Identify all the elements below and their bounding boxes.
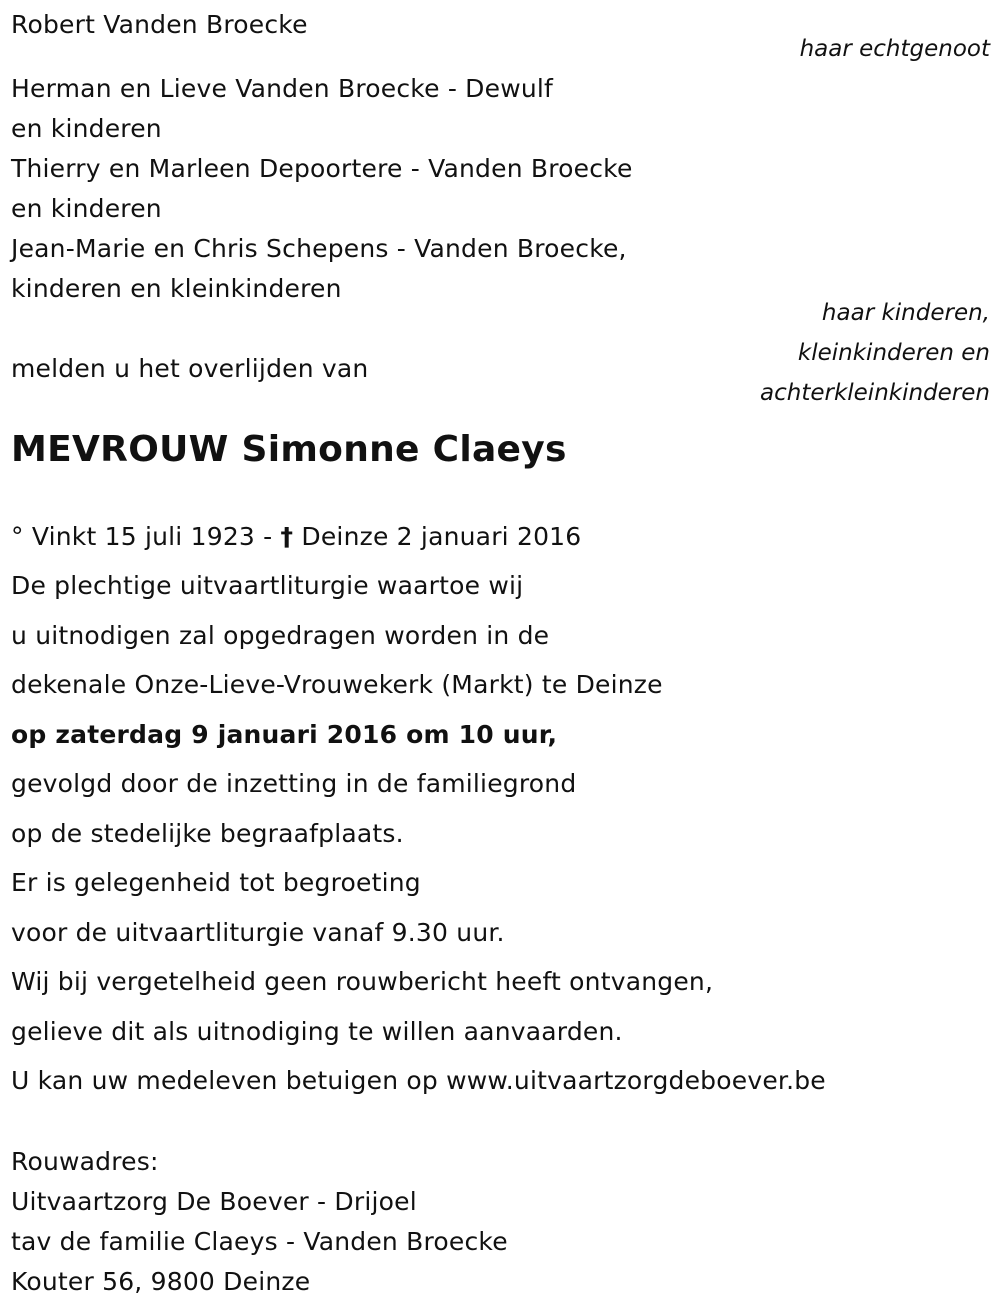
birth-info: ° Vinkt 15 juli 1923 -: [11, 522, 281, 551]
announce-text: melden u het overlijden van: [11, 354, 369, 383]
child-line-2: en kinderen: [11, 114, 162, 143]
address-label: Rouwadres:: [11, 1147, 159, 1176]
ceremony-after-7: U kan uw medeleven betuigen op www.uitvaartzorgdeboever.be: [11, 1066, 826, 1095]
ceremony-after-6: gelieve dit als uitnodiging te willen aanvaarden.: [11, 1017, 623, 1046]
spouse-role: haar echtgenoot: [799, 36, 990, 62]
ceremony-line-1: De plechtige uitvaartliturgie waartoe wij: [11, 571, 524, 600]
children-role-line-1: haar kinderen,: [821, 300, 990, 326]
ceremony-date: op zaterdag 9 januari 2016 om 10 uur,: [11, 720, 558, 749]
spouse-name: Robert Vanden Broecke: [11, 10, 308, 39]
ceremony-after-2: op de stedelijke begraafplaats.: [11, 819, 404, 848]
child-line-1: Herman en Lieve Vanden Broecke - Dewulf: [11, 74, 554, 103]
ceremony-after-3: Er is gelegenheid tot begroeting: [11, 868, 421, 897]
ceremony-after-5: Wij bij vergetelheid geen rouwbericht heeft ontvangen,: [11, 967, 714, 996]
children-role-line-3: achterkleinkinderen: [760, 380, 990, 406]
address-line-2: tav de familie Claeys - Vanden Broecke: [11, 1227, 508, 1256]
death-info: Deinze 2 januari 2016: [293, 522, 582, 551]
cross-icon: †: [280, 522, 294, 551]
ceremony-after-4: voor de uitvaartliturgie vanaf 9.30 uur.: [11, 918, 505, 947]
address-line-3: Kouter 56, 9800 Deinze: [11, 1267, 311, 1296]
address-line-1: Uitvaartzorg De Boever - Drijoel: [11, 1187, 417, 1216]
ceremony-after-1: gevolgd door de inzetting in de familiegrond: [11, 769, 577, 798]
life-dates: [11, 522, 581, 552]
ceremony-line-2: u uitnodigen zal opgedragen worden in de: [11, 621, 550, 650]
child-line-5: Jean-Marie en Chris Schepens - Vanden Broecke,: [11, 234, 627, 263]
child-line-4: en kinderen: [11, 194, 162, 223]
ceremony-line-3: dekenale Onze-Lieve-Vrouwekerk (Markt) te Deinze: [11, 670, 663, 699]
child-line-3: Thierry en Marleen Depoortere - Vanden Broecke: [11, 154, 633, 183]
deceased-name: MEVROUW Simonne Claeys: [11, 429, 567, 470]
children-role-line-2: kleinkinderen en: [797, 340, 990, 366]
child-line-6: kinderen en kleinkinderen: [11, 274, 342, 303]
